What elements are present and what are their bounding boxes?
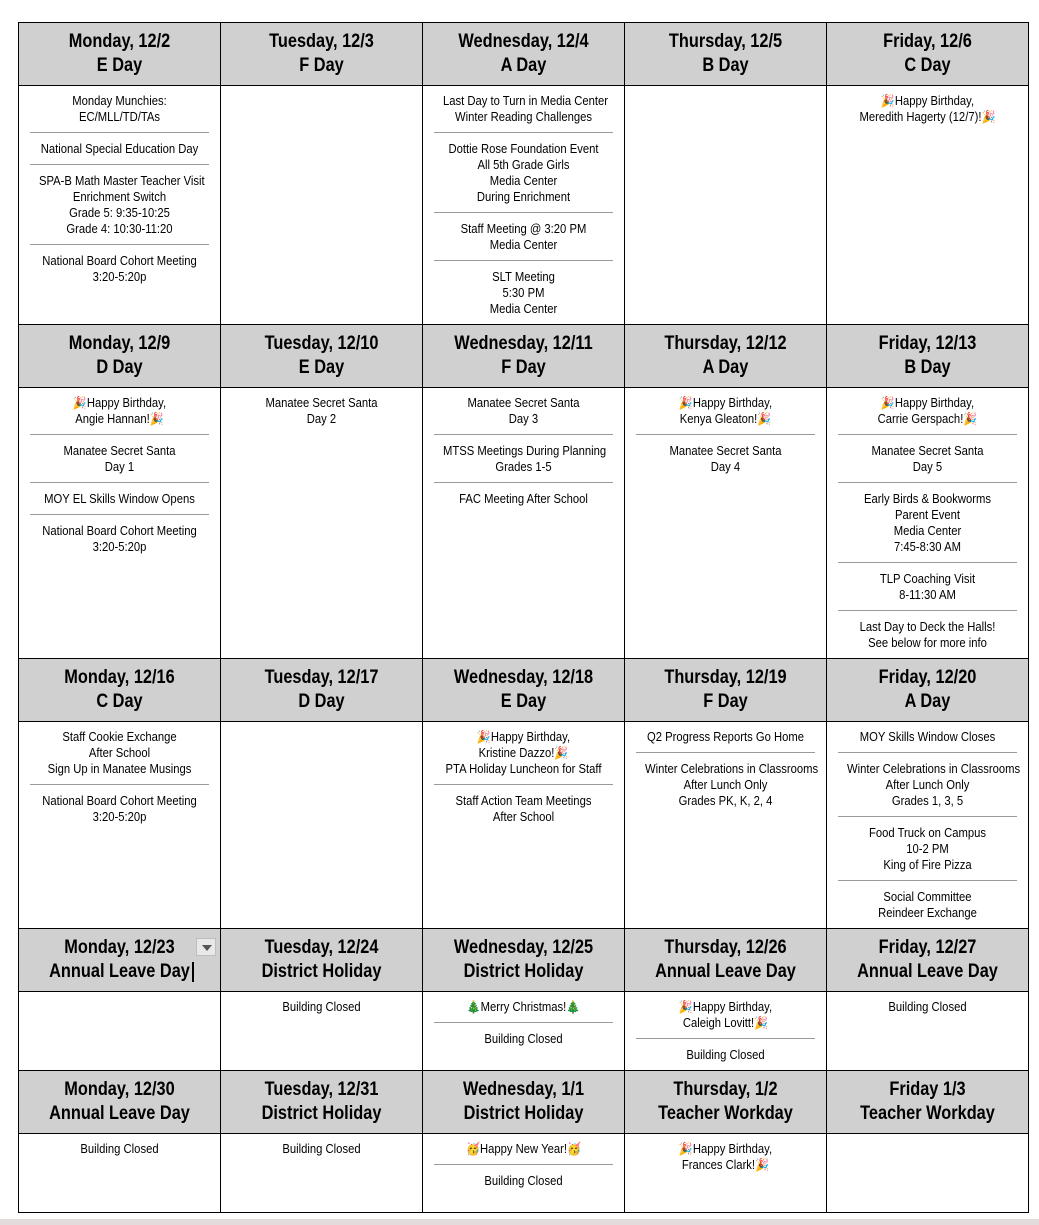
day-date: Monday, 12/16 <box>64 667 175 688</box>
day-header-cell[interactable] <box>827 1071 1029 1134</box>
day-cell[interactable] <box>827 722 1029 929</box>
text-cursor <box>192 962 194 982</box>
day-header <box>827 1078 1028 1126</box>
event-line: National Board Cohort Meeting <box>42 794 197 808</box>
event-line: Grade 4: 10:30-11:20 <box>66 222 173 236</box>
event-item <box>30 132 209 164</box>
event-line: Social Committee <box>883 890 972 904</box>
day-cell[interactable] <box>19 86 221 325</box>
event-line: Manatee Secret Santa <box>871 444 984 458</box>
day-header-cell[interactable] <box>19 1071 221 1134</box>
day-cell[interactable] <box>625 1134 827 1213</box>
event-line: Meredith Hagerty (12/7)!🎉 <box>859 110 996 124</box>
day-header <box>221 332 422 380</box>
event-line: Grades PK, K, 2, 4 <box>678 794 773 808</box>
day-header-cell[interactable] <box>221 659 423 722</box>
day-cell[interactable] <box>19 388 221 659</box>
event-item <box>30 388 209 434</box>
day-header-cell[interactable] <box>625 659 827 722</box>
event-item <box>30 514 209 562</box>
event-line: 7:45-8:30 AM <box>894 540 961 554</box>
day-header-cell[interactable] <box>423 929 625 992</box>
day-cell[interactable] <box>625 992 827 1071</box>
day-header-cell[interactable] <box>827 23 1029 86</box>
event-item <box>434 212 613 260</box>
day-cell[interactable] <box>827 86 1029 325</box>
day-cell[interactable] <box>19 1134 221 1213</box>
day-date: Tuesday, 12/31 <box>264 1079 379 1100</box>
event-line: 8-11:30 AM <box>899 588 956 602</box>
event-line: Media Center <box>893 524 962 538</box>
event-item <box>636 722 815 752</box>
event-line: Day 1 <box>104 460 135 474</box>
event-line: Sign Up in Manatee Musings <box>47 762 192 776</box>
week-events-row <box>19 86 1029 325</box>
event-line: MOY Skills Window Closes <box>859 730 996 744</box>
day-cell[interactable] <box>625 722 827 929</box>
day-type: Annual Leave Day <box>655 961 796 982</box>
event-line: After Lunch Only <box>683 778 768 792</box>
event-item <box>636 388 815 434</box>
event-item <box>434 784 613 832</box>
event-line: Day 2 <box>306 412 337 426</box>
day-header-cell[interactable] <box>19 659 221 722</box>
day-header <box>625 1078 826 1126</box>
event-line: Early Birds & Bookworms <box>864 492 991 506</box>
day-type: F Day <box>703 691 748 712</box>
day-header <box>19 30 220 78</box>
event-line: 🎉Happy Birthday, <box>880 94 975 108</box>
day-type: A Day <box>500 55 547 76</box>
event-line: King of Fire Pizza <box>883 858 972 872</box>
event-item <box>232 388 411 434</box>
event-item <box>434 1134 613 1164</box>
event-line: TLP Coaching Visit <box>879 572 976 586</box>
event-item <box>838 610 1017 658</box>
day-header <box>19 666 220 714</box>
event-line: Kenya Gleaton!🎉 <box>679 412 772 426</box>
event-line: EC/MLL/TD/TAs <box>78 110 161 124</box>
event-line: 🥳Happy New Year!🥳 <box>466 1142 581 1156</box>
event-line: National Special Education Day <box>40 142 199 156</box>
calendar <box>18 22 1024 1213</box>
event-line: 🎉Happy Birthday, <box>678 396 773 410</box>
event-line: 3:20-5:20p <box>92 270 147 284</box>
day-type: E Day <box>96 55 143 76</box>
day-header-cell[interactable] <box>625 1071 827 1134</box>
day-cell[interactable] <box>221 722 423 929</box>
event-item <box>434 1022 613 1054</box>
day-header-cell[interactable] <box>625 23 827 86</box>
event-line: 5:30 PM <box>502 286 545 300</box>
day-header <box>827 936 1028 984</box>
day-header-cell[interactable] <box>625 929 827 992</box>
day-header-cell[interactable] <box>423 1071 625 1134</box>
day-header <box>221 936 422 984</box>
day-date: Thursday, 12/19 <box>664 667 787 688</box>
week-header-row <box>19 325 1029 388</box>
event-line: 🎄Merry Christmas!🎄 <box>466 1000 581 1014</box>
event-item <box>838 816 1017 880</box>
event-line: Staff Meeting @ 3:20 PM <box>460 222 587 236</box>
event-line: Caleigh Lovitt!🎉 <box>682 1016 769 1030</box>
day-date: Tuesday, 12/3 <box>269 31 374 52</box>
event-item <box>30 86 209 132</box>
day-date: Wednesday, 12/18 <box>453 667 594 688</box>
day-type: District Holiday <box>463 961 584 982</box>
event-line: Manatee Secret Santa <box>265 396 378 410</box>
event-line: MTSS Meetings During Planning <box>442 444 607 458</box>
day-type: A Day <box>904 691 951 712</box>
day-cell[interactable] <box>625 86 827 325</box>
day-cell[interactable] <box>19 992 221 1071</box>
day-cell[interactable] <box>827 992 1029 1071</box>
day-date: Tuesday, 12/10 <box>264 333 379 354</box>
day-date: Tuesday, 12/17 <box>264 667 379 688</box>
day-date: Monday, 12/2 <box>68 31 171 52</box>
day-header-cell[interactable] <box>827 325 1029 388</box>
week-events-row <box>19 992 1029 1071</box>
event-line: 3:20-5:20p <box>92 810 147 824</box>
event-line: 🎉Happy Birthday, <box>72 396 167 410</box>
day-type: C Day <box>96 691 143 712</box>
event-line: Staff Cookie Exchange <box>62 730 177 744</box>
day-cell[interactable] <box>423 388 625 659</box>
day-type: B Day <box>904 357 951 378</box>
week-header-row <box>19 929 1029 992</box>
event-line: SLT Meeting <box>492 270 555 284</box>
day-type: District Holiday <box>261 1103 382 1124</box>
event-line: During Enrichment <box>476 190 571 204</box>
day-type: C Day <box>904 55 951 76</box>
event-line: Reindeer Exchange <box>878 906 977 920</box>
event-item <box>434 1164 613 1196</box>
event-line: PTA Holiday Luncheon for Staff <box>445 762 602 776</box>
event-line: Last Day to Turn in Media Center <box>442 94 609 108</box>
event-line: Monday Munchies: <box>72 94 167 108</box>
day-cell[interactable] <box>221 1134 423 1213</box>
day-cell[interactable] <box>827 1134 1029 1213</box>
day-header-cell[interactable] <box>221 1071 423 1134</box>
day-type: E Day <box>500 691 547 712</box>
event-line: SPA-B Math Master Teacher Visit <box>38 174 205 188</box>
day-header <box>221 666 422 714</box>
day-type: Teacher Workday <box>658 1103 793 1124</box>
day-header <box>423 666 624 714</box>
day-date: Thursday, 1/2 <box>673 1079 778 1100</box>
day-cell[interactable] <box>423 992 625 1071</box>
event-item <box>838 86 1017 132</box>
event-line: Day 4 <box>710 460 741 474</box>
day-type: Teacher Workday <box>860 1103 995 1124</box>
event-item <box>434 86 613 132</box>
event-line: Enrichment Switch <box>72 190 167 204</box>
day-header <box>827 30 1028 78</box>
event-line: National Board Cohort Meeting <box>42 524 197 538</box>
event-line: Angie Hannan!🎉 <box>75 412 164 426</box>
calendar-table <box>18 22 1029 1213</box>
event-item <box>30 244 209 292</box>
event-line: Dottie Rose Foundation Event <box>448 142 599 156</box>
day-date: Wednesday, 12/4 <box>458 31 589 52</box>
day-cell[interactable] <box>221 86 423 325</box>
event-line: FAC Meeting After School <box>459 492 588 506</box>
event-item <box>30 784 209 832</box>
day-date: Friday, 12/13 <box>878 333 977 354</box>
event-line: Building Closed <box>282 1000 361 1014</box>
event-line: Building Closed <box>80 1142 159 1156</box>
event-item <box>30 722 209 784</box>
day-header-cell[interactable] <box>19 929 221 992</box>
day-header <box>221 30 422 78</box>
day-cell[interactable] <box>221 992 423 1071</box>
event-item <box>838 992 1017 1022</box>
day-header <box>423 1078 624 1126</box>
event-item <box>434 260 613 324</box>
event-item <box>232 992 411 1022</box>
event-item <box>838 562 1017 610</box>
event-line: 🎉Happy Birthday, <box>678 1142 773 1156</box>
event-item <box>636 752 819 816</box>
day-header <box>19 936 220 984</box>
day-header-cell[interactable] <box>827 659 1029 722</box>
event-line: Carrie Gerspach!🎉 <box>877 412 978 426</box>
day-date: Wednesday, 12/11 <box>454 333 593 354</box>
day-cell[interactable] <box>423 86 625 325</box>
event-line: Building Closed <box>484 1174 563 1188</box>
event-line: 🎉Happy Birthday, <box>476 730 571 744</box>
event-line: Media Center <box>489 302 558 316</box>
day-cell[interactable] <box>19 722 221 929</box>
day-type: District Holiday <box>463 1103 584 1124</box>
day-header <box>221 1078 422 1126</box>
event-line: 🎉Happy Birthday, <box>880 396 975 410</box>
event-line: After School <box>88 746 151 760</box>
event-line: Grades 1-5 <box>495 460 552 474</box>
day-header <box>827 666 1028 714</box>
event-item <box>636 992 815 1038</box>
week-header-row <box>19 659 1029 722</box>
day-header <box>19 1078 220 1126</box>
event-line: Building Closed <box>686 1048 765 1062</box>
day-header-cell[interactable] <box>423 659 625 722</box>
event-item <box>434 434 613 482</box>
day-cell[interactable] <box>827 388 1029 659</box>
event-item <box>434 132 613 212</box>
event-item <box>434 992 613 1022</box>
event-item <box>30 164 209 244</box>
event-line: Day 3 <box>508 412 539 426</box>
event-item <box>838 482 1017 562</box>
day-date: Wednesday, 12/25 <box>453 937 594 958</box>
event-line: Media Center <box>489 174 558 188</box>
week-header-row <box>19 23 1029 86</box>
day-header-cell[interactable] <box>625 325 827 388</box>
event-line: Frances Clark!🎉 <box>681 1158 770 1172</box>
event-item <box>636 1038 815 1070</box>
week-events-row <box>19 388 1029 659</box>
day-header-cell[interactable] <box>19 325 221 388</box>
event-line: Winter Celebrations in Classrooms <box>644 762 819 776</box>
event-item <box>30 434 209 482</box>
event-item <box>838 388 1017 434</box>
chevron-down-icon[interactable] <box>196 938 216 956</box>
day-date: Friday 1/3 <box>889 1079 966 1100</box>
event-line: Building Closed <box>484 1032 563 1046</box>
event-item <box>30 1134 209 1164</box>
day-date: Thursday, 12/26 <box>664 937 787 958</box>
week-header-row <box>19 1071 1029 1134</box>
day-type: Annual Leave Day <box>49 1103 190 1124</box>
event-item <box>838 434 1017 482</box>
event-line: After Lunch Only <box>885 778 970 792</box>
day-header-cell[interactable] <box>221 929 423 992</box>
event-line: After School <box>492 810 555 824</box>
event-line: Q2 Progress Reports Go Home <box>647 730 804 744</box>
day-type: B Day <box>702 55 749 76</box>
day-date: Thursday, 12/5 <box>668 31 783 52</box>
event-line: National Board Cohort Meeting <box>42 254 197 268</box>
event-line: Grades 1, 3, 5 <box>891 794 964 808</box>
day-header <box>19 332 220 380</box>
day-date: Monday, 12/9 <box>68 333 171 354</box>
day-header <box>625 332 826 380</box>
event-item <box>232 1134 411 1164</box>
day-cell[interactable] <box>423 722 625 929</box>
day-type: F Day <box>299 55 344 76</box>
event-line: Winter Reading Challenges <box>455 110 592 124</box>
event-item <box>434 388 613 434</box>
event-item <box>636 1134 815 1180</box>
event-item <box>838 880 1017 928</box>
day-type: F Day <box>501 357 546 378</box>
event-line: Staff Action Team Meetings <box>455 794 592 808</box>
day-header-cell[interactable] <box>221 325 423 388</box>
event-line: 3:20-5:20p <box>92 540 147 554</box>
day-cell[interactable] <box>221 388 423 659</box>
page-bottom-edge <box>0 1219 1039 1225</box>
day-date: Monday, 12/23 <box>64 937 175 958</box>
event-line: Grade 5: 9:35-10:25 <box>69 206 170 220</box>
event-line: Manatee Secret Santa <box>467 396 580 410</box>
event-item <box>434 482 613 514</box>
day-date: Wednesday, 1/1 <box>462 1079 585 1100</box>
day-header-cell[interactable] <box>19 23 221 86</box>
day-header-cell[interactable] <box>827 929 1029 992</box>
day-header <box>423 936 624 984</box>
day-header <box>423 332 624 380</box>
event-line: Parent Event <box>894 508 961 522</box>
event-item <box>30 482 209 514</box>
event-line: Food Truck on Campus <box>869 826 986 840</box>
day-date: Monday, 12/30 <box>64 1079 175 1100</box>
event-line: Manatee Secret Santa <box>669 444 782 458</box>
event-line: 10-2 PM <box>906 842 949 856</box>
day-date: Tuesday, 12/24 <box>264 937 379 958</box>
day-header <box>423 30 624 78</box>
day-header-cell[interactable] <box>423 23 625 86</box>
event-line: MOY EL Skills Window Opens <box>44 492 195 506</box>
event-line: Media Center <box>489 238 558 252</box>
day-date: Friday, 12/6 <box>883 31 972 52</box>
day-header <box>625 30 826 78</box>
day-type: A Day <box>702 357 749 378</box>
event-line: Building Closed <box>282 1142 361 1156</box>
day-type: Annual Leave Day <box>857 961 998 982</box>
day-type: District Holiday <box>261 961 382 982</box>
event-item <box>434 722 613 784</box>
event-item <box>838 752 1021 816</box>
event-item <box>838 722 1017 752</box>
event-line: Last Day to Deck the Halls! <box>859 620 996 634</box>
day-date: Thursday, 12/12 <box>664 333 787 354</box>
day-date: Friday, 12/27 <box>878 937 977 958</box>
event-item <box>636 434 815 482</box>
day-header <box>625 666 826 714</box>
event-line: Winter Celebrations in Classrooms <box>846 762 1021 776</box>
event-line: Building Closed <box>888 1000 967 1014</box>
day-type: Annual Leave Day <box>49 961 190 982</box>
week-events-row <box>19 1134 1029 1213</box>
day-type: E Day <box>298 357 345 378</box>
day-type: D Day <box>96 357 143 378</box>
event-line: All 5th Grade Girls <box>477 158 570 172</box>
day-header <box>625 936 826 984</box>
event-line: Kristine Dazzo!🎉 <box>478 746 569 760</box>
day-date: Friday, 12/20 <box>878 667 977 688</box>
day-header <box>827 332 1028 380</box>
day-cell[interactable] <box>625 388 827 659</box>
day-cell[interactable] <box>423 1134 625 1213</box>
day-header-cell[interactable] <box>221 23 423 86</box>
week-events-row <box>19 722 1029 929</box>
event-line: Day 5 <box>912 460 943 474</box>
event-line: Manatee Secret Santa <box>63 444 176 458</box>
event-line: 🎉Happy Birthday, <box>678 1000 773 1014</box>
day-header-cell[interactable] <box>423 325 625 388</box>
day-type: D Day <box>298 691 345 712</box>
event-line: See below for more info <box>868 636 987 650</box>
